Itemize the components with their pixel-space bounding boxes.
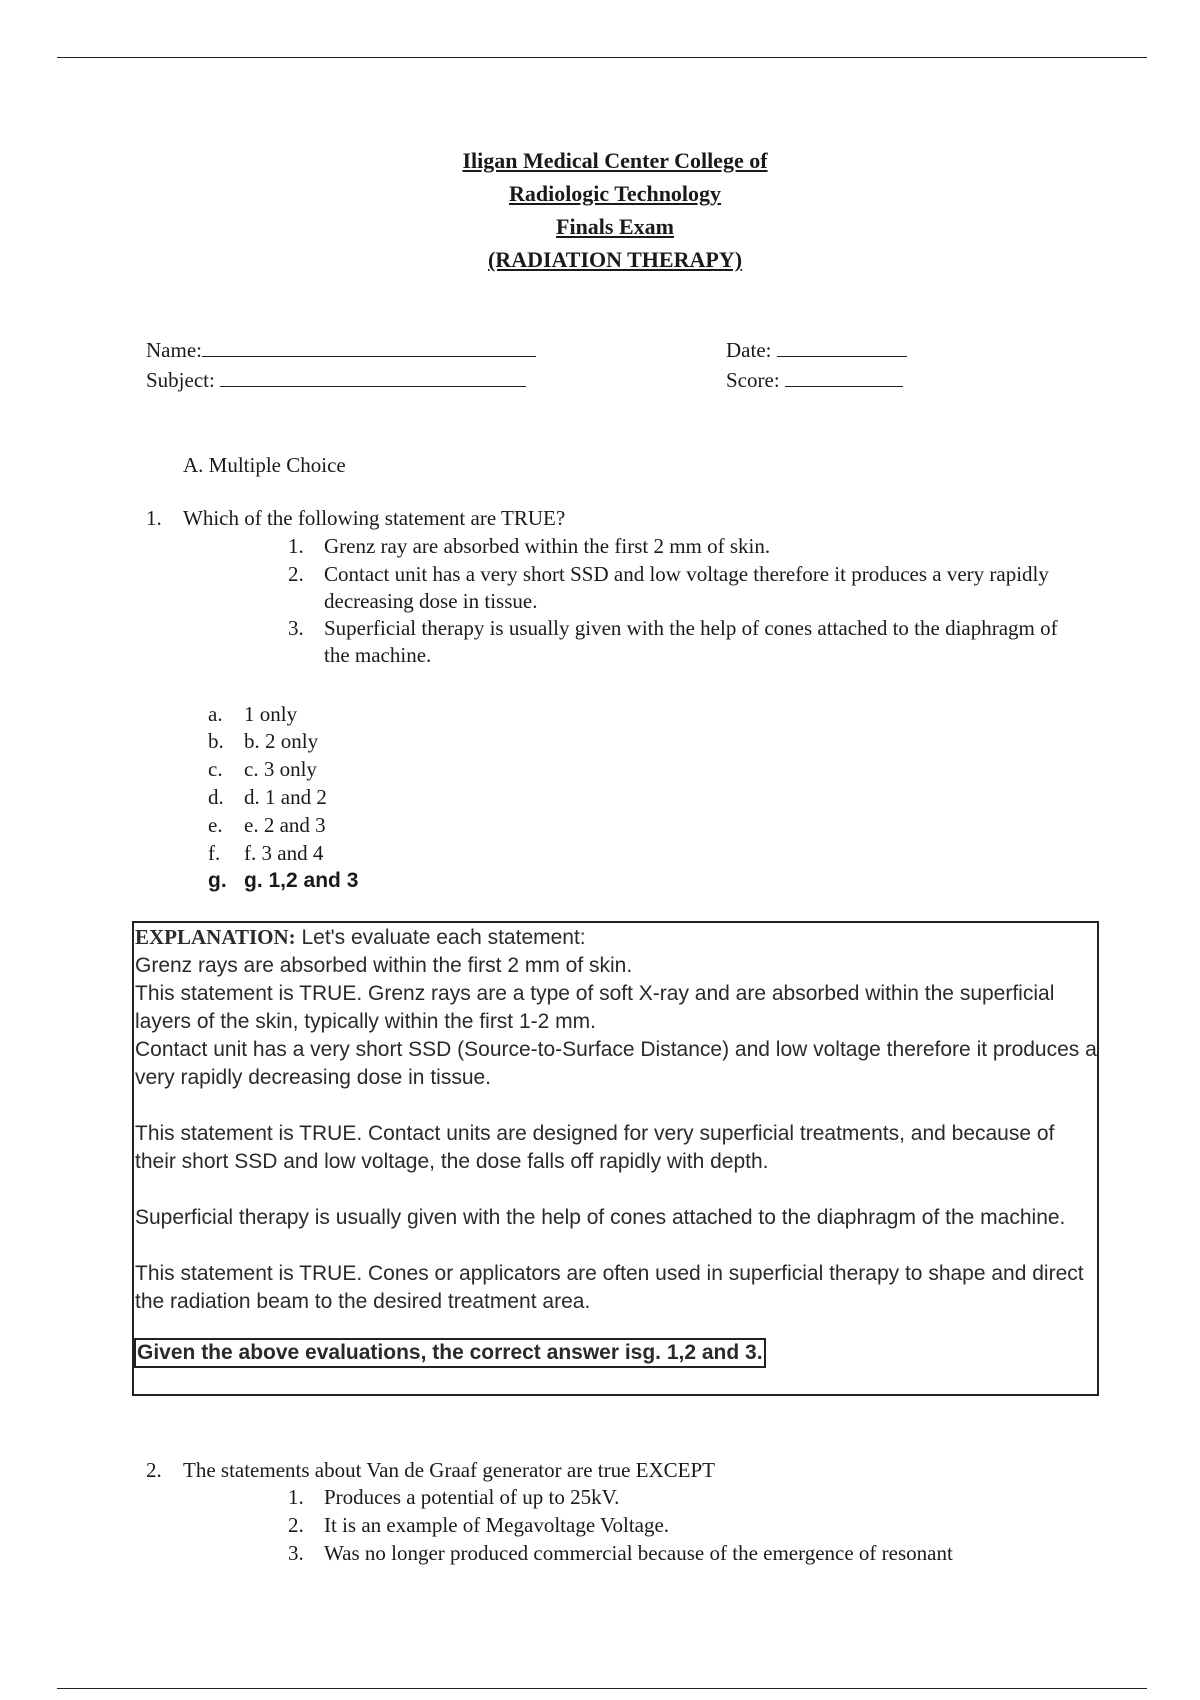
header-line-1: Iligan Medical Center College of [462, 148, 768, 173]
choice-letter: d. [208, 785, 224, 809]
score-field [726, 368, 903, 393]
choice-f[interactable] [208, 839, 323, 867]
choice-text: e. 2 and 3 [244, 813, 326, 837]
header-line-3: Finals Exam [556, 214, 674, 239]
q2-statement-text: It is an example of Megavoltage Voltage. [324, 1513, 670, 1537]
explanation-heading: EXPLANATION: [135, 925, 296, 949]
score-label: Score: [726, 368, 780, 392]
section-heading: A. Multiple Choice [183, 453, 346, 477]
date-field [726, 338, 907, 363]
q1-statement-text: Superficial therapy is usually given with the help of cones attached to the diaphragm of the machine. [324, 616, 1058, 667]
q2-statement [288, 1540, 1088, 1567]
subject-label: Subject: [146, 368, 215, 392]
name-field [146, 338, 536, 363]
choice-letter: f. [208, 841, 221, 865]
date-label: Date: [726, 338, 772, 362]
q2-statement-text: Produces a potential of up to 25kV. [324, 1485, 620, 1509]
choice-text: g. 1,2 and 3 [244, 869, 359, 892]
header-line-2: Radiologic Technology [508, 181, 722, 206]
score-blank[interactable] [785, 368, 903, 387]
document-header [0, 144, 1200, 276]
q2-statement-number: 2. [288, 1513, 304, 1537]
q2-statement-number: 3. [288, 1541, 304, 1565]
q2-statement-number: 1. [288, 1485, 304, 1509]
subject-field [146, 368, 526, 393]
q1-statement-number: 2. [288, 562, 304, 586]
q1-statement-text: Contact unit has a very short SSD and low voltage therefore it produces a very rapidly decreasing dose in tissue. [324, 562, 1049, 613]
explanation-paragraph: Contact unit has a very short SSD (Source-to-Surface Distance) and low voltage therefore it produces a very rapidly decreasing dose in tissue. [135, 1038, 1097, 1089]
explanation-paragraph: Superficial therapy is usually given with the help of cones attached to the diaphragm of the machine. [135, 1206, 1066, 1229]
explanation-paragraph: This statement is TRUE. Contact units are designed for very superficial treatments, and because of their short SSD and low voltage, the dose falls off rapidly with depth. [135, 1122, 1055, 1173]
choice-letter: c. [208, 757, 223, 781]
choice-letter: b. [208, 729, 224, 753]
explanation-intro: Let's evaluate each statement: [295, 926, 586, 949]
question-1-text: Which of the following statement are TRUE? [183, 506, 566, 530]
name-blank[interactable] [202, 338, 536, 357]
q1-statement [288, 615, 1088, 669]
header-line-4: (RADIATION THERAPY) [487, 247, 743, 272]
q1-statement-number: 1. [288, 534, 304, 558]
choice-a[interactable] [208, 700, 297, 728]
question-2-text: The statements about Van de Graaf generator are true EXCEPT [183, 1458, 715, 1482]
q1-statement-text: Grenz ray are absorbed within the first 2 mm of skin. [324, 534, 771, 558]
top-rule [57, 57, 1147, 58]
q1-statement [288, 533, 1088, 560]
choice-e[interactable] [208, 811, 326, 839]
explanation-paragraph: This statement is TRUE. Grenz rays are a type of soft X-ray and are absorbed within the superficial layers of the skin, typically within the first 1-2 mm. [135, 982, 1055, 1033]
name-label: Name: [146, 338, 202, 362]
q2-statement-text: Was no longer produced commercial because of the emergence of resonant [324, 1541, 953, 1565]
explanation-paragraph: This statement is TRUE. Cones or applicators are often used in superficial therapy to shape and direct the radiation beam to the desired treatment area. [135, 1262, 1084, 1313]
q2-statement [288, 1512, 1088, 1539]
choice-letter: a. [208, 702, 223, 726]
date-blank[interactable] [777, 338, 907, 357]
explanation-paragraph: Grenz rays are absorbed within the first 2 mm of skin. [135, 954, 633, 977]
explanation-box [132, 921, 1099, 1396]
choice-c[interactable] [208, 755, 317, 783]
choice-text: b. 2 only [244, 729, 319, 753]
choice-text: 1 only [244, 702, 298, 726]
choice-d[interactable] [208, 783, 327, 811]
question-1-number: 1. [146, 506, 162, 530]
bottom-rule [57, 1688, 1147, 1689]
choice-b[interactable] [208, 727, 318, 755]
choice-g[interactable] [208, 867, 358, 895]
q1-statement-number: 3. [288, 616, 304, 640]
question-2-number: 2. [146, 1458, 162, 1482]
choice-text: f. 3 and 4 [244, 841, 324, 865]
choice-letter: e. [208, 813, 223, 837]
explanation-conclusion: Given the above evaluations, the correct answer isg. 1,2 and 3. [134, 1338, 766, 1368]
choice-letter: g. [208, 869, 227, 892]
subject-blank[interactable] [220, 368, 526, 387]
q2-statement [288, 1484, 1088, 1511]
choice-text: c. 3 only [244, 757, 317, 781]
choice-text: d. 1 and 2 [244, 785, 327, 809]
q1-statement [288, 561, 1088, 615]
